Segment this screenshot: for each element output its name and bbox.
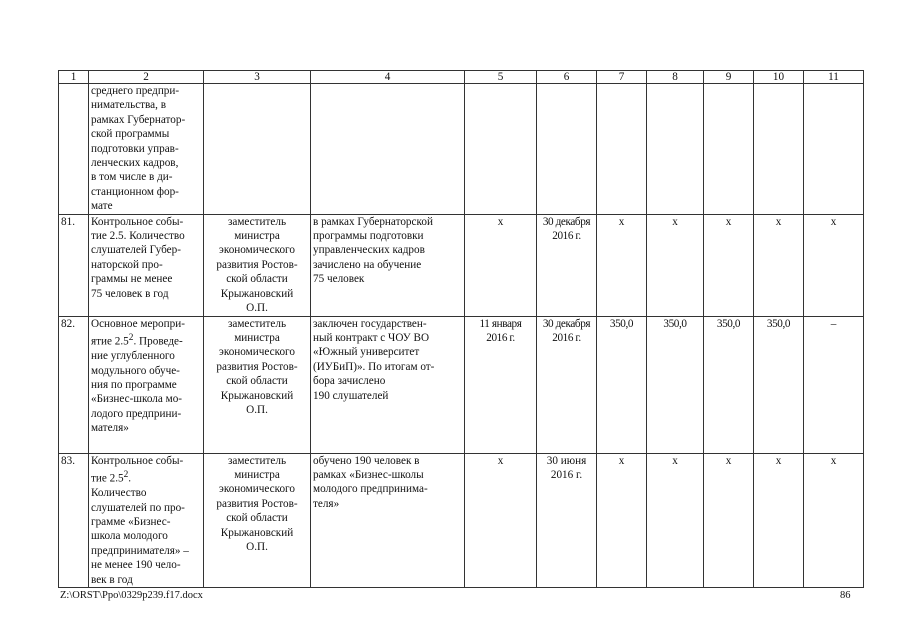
cell-responsible [204, 84, 311, 215]
measures-table [58, 70, 864, 588]
cell-responsible: заместитель министра экономического развития Ростов- ской области Крыжановский О.П. [204, 316, 311, 453]
cell-end: 30 декабря 2016 г. [537, 214, 597, 316]
measure-text: . Проведе- ние углубленного модульного обуче- ния по программе «Бизнес-школа мо- лодого предприни- мателя» [91, 335, 183, 435]
cell-v10: х [754, 214, 804, 316]
cell-result [311, 84, 465, 215]
cell-measure [89, 453, 204, 587]
cell-result: в рамках Губернаторской программы подготовки управленческих кадров зачислено на обучение 75 человек [311, 214, 465, 316]
measure-text: . Количество слушателей по про- грамме «Бизнес- школа молодого предпринимателя» – не менее 190 чело- век в год [91, 472, 189, 586]
cell-v7: 350,0 [597, 316, 647, 453]
cell-start: 11 января 2016 г. [465, 316, 537, 453]
cell-v9: 350,0 [704, 316, 754, 453]
col-header: 5 [465, 71, 537, 84]
table-row [59, 316, 864, 453]
cell-v8 [647, 84, 704, 215]
cell-measure [89, 316, 204, 453]
col-header: 11 [804, 71, 864, 84]
cell-v7 [597, 84, 647, 215]
superscript: 2 [128, 333, 134, 344]
cell-measure: Контрольное собы- тие 2.5. Количество слушателей Губер- наторской про- граммы не менее 75 человек в год [89, 214, 204, 316]
row-number: 81. [59, 214, 89, 316]
col-header: 3 [204, 71, 311, 84]
cell-measure: среднего предпри- нимательства, в рамках Губернатор- ской программы подготовки управ- ленческих кадров, в том числе в ди- станционном фор- мате [89, 84, 204, 215]
cell-v11: х [804, 453, 864, 587]
col-header: 9 [704, 71, 754, 84]
cell-end [537, 84, 597, 215]
cell-v9: х [704, 214, 754, 316]
col-header: 1 [59, 71, 89, 84]
cell-v11: – [804, 316, 864, 453]
cell-v7: х [597, 214, 647, 316]
header-row [59, 71, 864, 84]
row-number: 83. [59, 453, 89, 587]
cell-end: 30 декабря 2016 г. [537, 316, 597, 453]
cell-responsible: заместитель министра экономического развития Ростов- ской области Крыжановский О.П. [204, 214, 311, 316]
row-number: 82. [59, 316, 89, 453]
cell-v7: х [597, 453, 647, 587]
cell-v9: х [704, 453, 754, 587]
footer-file-path: Z:\ORST\Ppo\0329p239.f17.docx [60, 590, 203, 601]
measure-text: Основное меропри- ятие 2.5 [91, 317, 185, 348]
cell-v8: 350,0 [647, 316, 704, 453]
cell-start: х [465, 214, 537, 316]
cell-v10: х [754, 453, 804, 587]
col-header: 8 [647, 71, 704, 84]
cell-num [59, 84, 89, 215]
cell-start: х [465, 453, 537, 587]
col-header: 10 [754, 71, 804, 84]
col-header: 7 [597, 71, 647, 84]
cell-responsible: заместитель министра экономического развития Ростов- ской области Крыжановский О.П. [204, 453, 311, 587]
cell-end: 30 июня 2016 г. [537, 453, 597, 587]
cell-v9 [704, 84, 754, 215]
cell-v8: х [647, 453, 704, 587]
cell-start [465, 84, 537, 215]
table-row-continuation [59, 84, 864, 215]
cell-v8: х [647, 214, 704, 316]
measure-text: Контрольное собы- тие 2.5 [91, 454, 184, 485]
table-row [59, 453, 864, 587]
cell-result: обучено 190 человек в рамках «Бизнес-школы молодого предпринима- теля» [311, 453, 465, 587]
cell-result: заключен государствен- ный контракт с ЧОУ ВО «Южный университет (ИУБиП)». По итогам от- бора зачислено 190 слушателей [311, 316, 465, 453]
superscript: 2 [123, 470, 129, 481]
cell-v10: 350,0 [754, 316, 804, 453]
cell-v11: х [804, 214, 864, 316]
col-header: 4 [311, 71, 465, 84]
table-row [59, 214, 864, 316]
cell-v11 [804, 84, 864, 215]
page-number: 86 [840, 590, 851, 601]
col-header: 2 [89, 71, 204, 84]
col-header: 6 [537, 71, 597, 84]
cell-v10 [754, 84, 804, 215]
